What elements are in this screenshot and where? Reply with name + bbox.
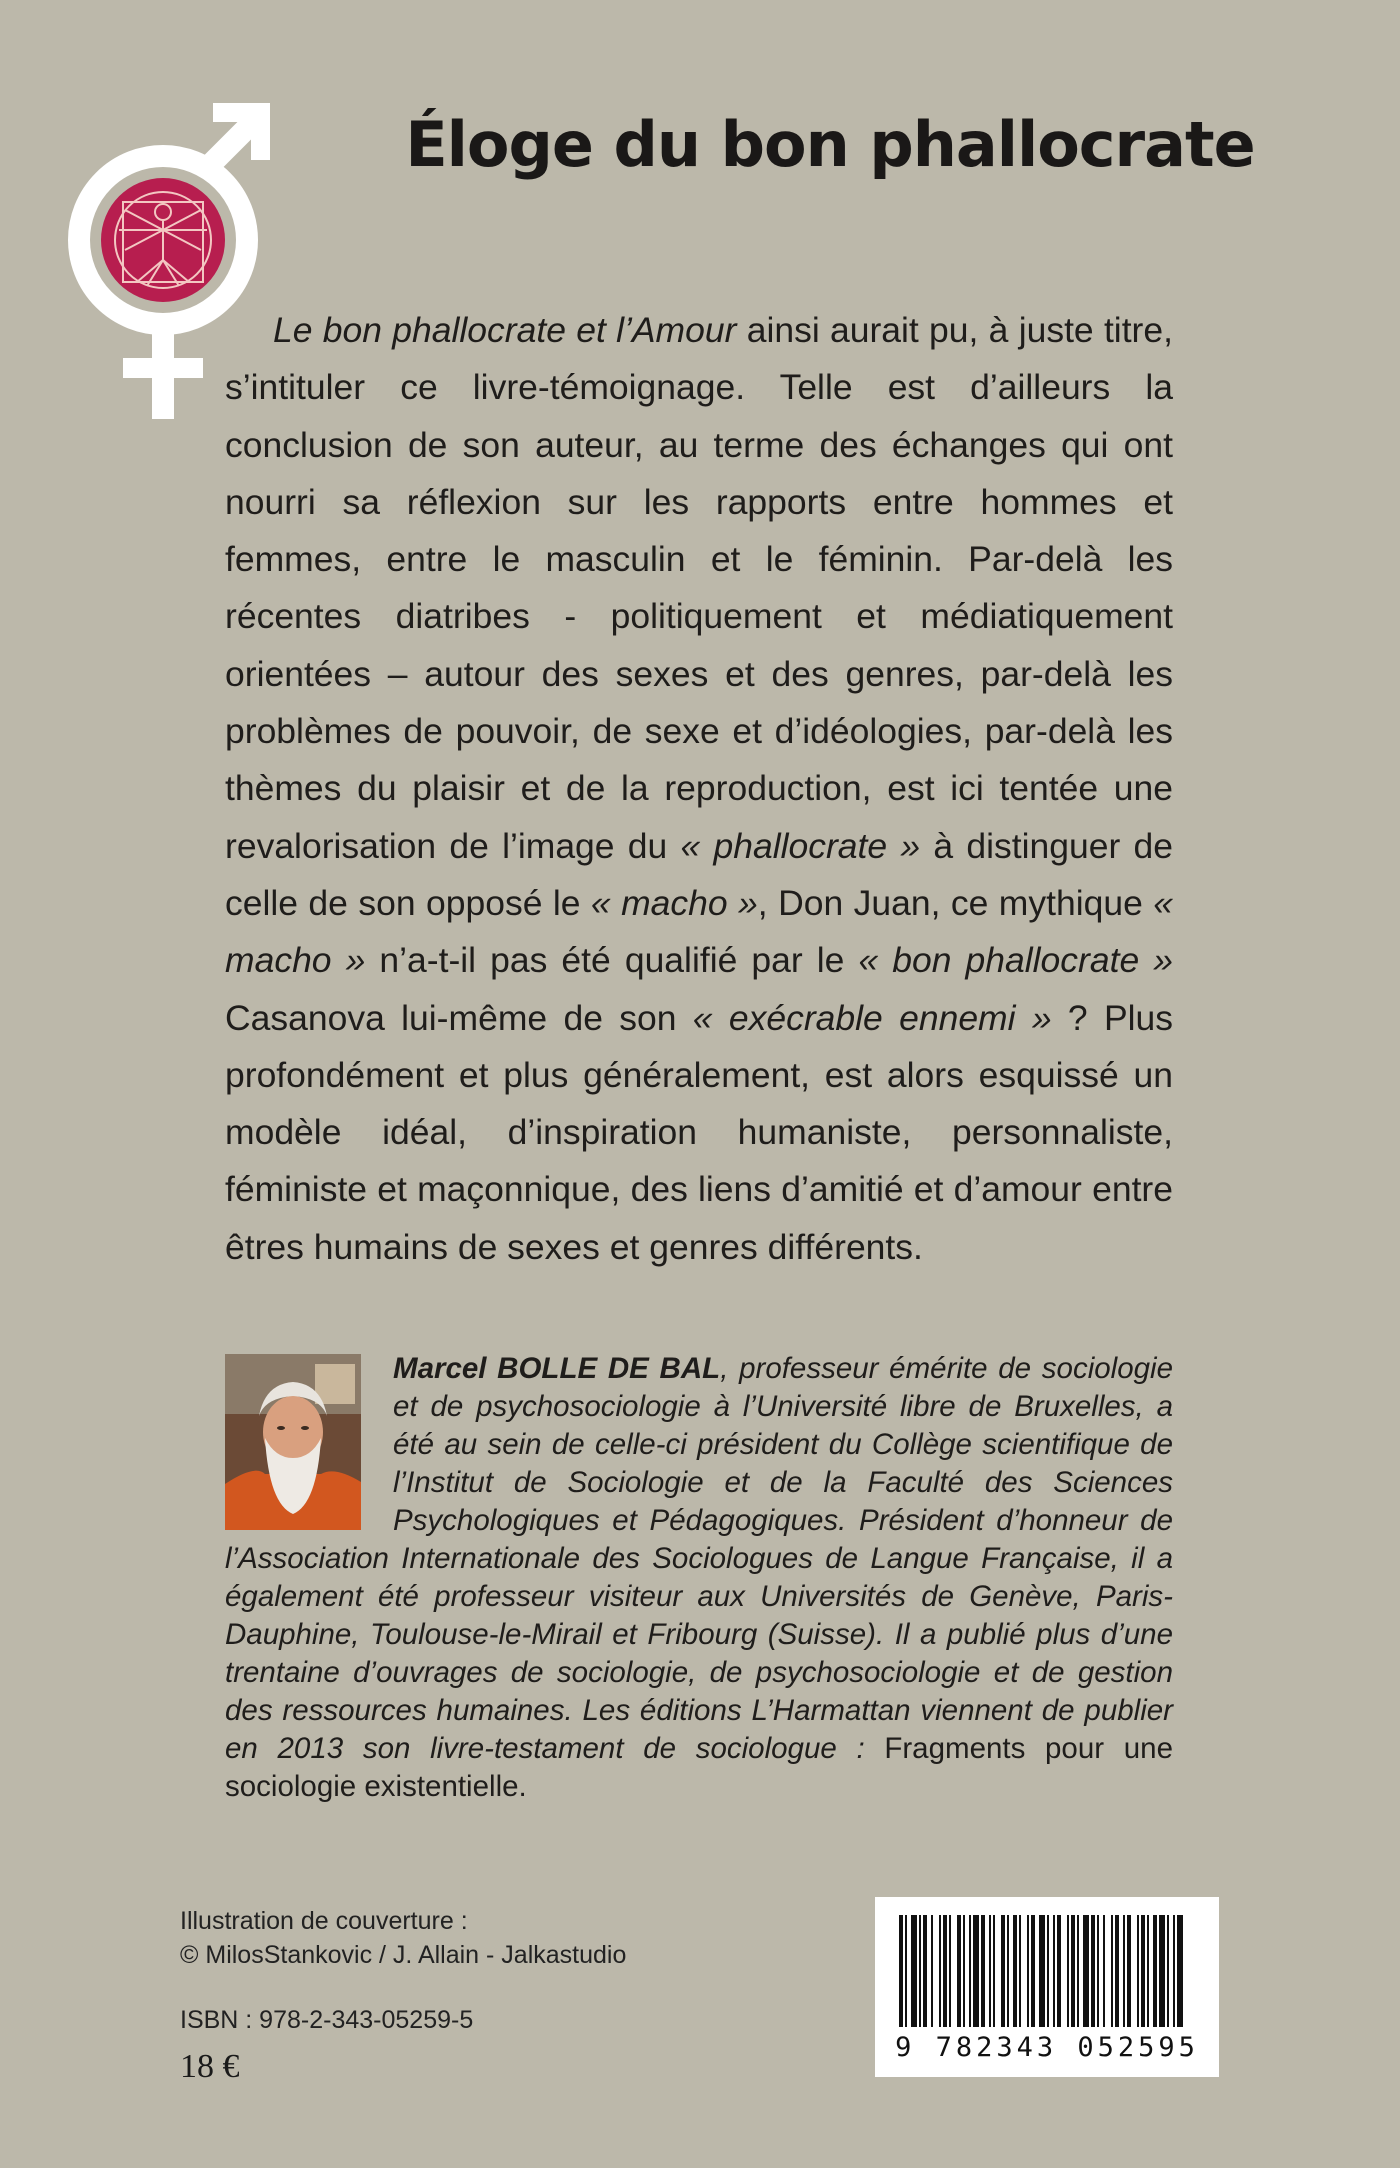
credits-line-2: © MilosStankovic / J. Allain - Jalkastudio — [180, 1941, 627, 1969]
barcode-bar — [969, 1915, 971, 2027]
barcode-bar — [1091, 1915, 1095, 2027]
barcode-bar — [911, 1915, 917, 2027]
barcode-bar — [993, 1915, 995, 2027]
back-cover-blurb — [225, 302, 1173, 1276]
author-photo — [225, 1354, 361, 1530]
barcode-bar — [1123, 1915, 1125, 2027]
barcode-bar — [1115, 1915, 1119, 2027]
cover-credits — [180, 1904, 626, 1972]
barcode-bar — [1137, 1915, 1139, 2027]
barcode-bar — [905, 1915, 907, 2027]
barcode-bar — [981, 1915, 985, 2027]
barcode-bar — [1111, 1915, 1113, 2027]
barcode-bar — [1007, 1915, 1009, 2027]
barcode-bar — [1097, 1915, 1099, 2027]
barcode-bar — [939, 1915, 941, 2027]
price: 18 € — [180, 2048, 240, 2085]
barcode-bar — [1141, 1915, 1145, 2027]
barcode-bar — [973, 1915, 979, 2027]
barcode-bar — [1167, 1915, 1169, 2027]
barcode-bar — [1159, 1915, 1165, 2027]
barcode-bar — [1057, 1915, 1061, 2027]
blurb-paragraph: Le bon phallocrate et l’Amour ainsi aurait pu, à juste titre, s’intituler ce livre-témoignage. Telle est d’ailleurs la conclusion de son auteur, au terme des échanges qui ont nourri sa réflexion sur les rapports entre hommes et femmes, entre le masculin et le féminin. Par-delà les récentes diatribes - politiquement et médiatiquement orientées – autour des sexes et des genres, par-delà les problèmes de pouvoir, de sexe et d’idéologies, par-delà les thèmes du plaisir et de la reproduction, est ici tentée une revalorisation de l’image du « phallocrate » à distinguer de celle de son opposé le « macho », Don Juan, ce mythique « macho » n’a-t-il pas été qualifié par le « bon phallocrate » Casanova lui-même de son « exécrable ennemi » ? Plus profondément et plus généralement, est alors esquissé un modèle idéal, d’inspiration humaniste, personnaliste, féministe et maçonnique, des liens d’amitié et d’amour entre êtres humains de sexes et genres différents. — [225, 310, 1174, 1267]
barcode-bar — [1173, 1915, 1175, 2027]
author-bio — [225, 1350, 1173, 1806]
credits-line-1: Illustration de couverture : — [180, 1907, 468, 1935]
barcode-bar — [1027, 1915, 1029, 2027]
barcode-bar — [1127, 1915, 1131, 2027]
barcode-bar — [1047, 1915, 1049, 2027]
book-title: Éloge du bon phallocrate — [405, 108, 1255, 181]
barcode-bar — [899, 1915, 903, 2027]
isbn: ISBN : 978-2-343-05259-5 — [180, 2006, 474, 2034]
blurb-italic-title: Le bon phallocrate et l’Amour — [273, 310, 737, 350]
barcode-bar — [1103, 1915, 1105, 2027]
barcode-bar — [943, 1915, 947, 2027]
barcode-bar — [1067, 1915, 1069, 2027]
barcode-bar — [1083, 1915, 1089, 2027]
barcode-bar — [1177, 1915, 1183, 2027]
author-bio-text: , professeur émérite de sociologie et de psychosociologie à l’Université libre de Bruxelles, a été au sein de celle-ci président du Collège scientifique de l’Institut de Sociologie et de la Faculté des Sciences Psychologiques et Pédagogiques. Président d’honneur de l’Association Internationale des Sociologues de Langue Française, il a également été professeur visiteur aux Universités de Genève, Paris-Dauphine, Toulouse-le-Mirail et Fribourg (Suisse). Il a publié plus d’une trentaine d’ouvrages de sociologie, de psychosociologie et de gestion des ressources humaines. Les éditions L’Harmattan viennent de publier en 2013 son livre-testament de sociologue : — [225, 1352, 1173, 1765]
barcode-bar — [919, 1915, 921, 2027]
barcode-bar — [957, 1915, 961, 2027]
barcode-bar — [1019, 1915, 1021, 2027]
barcode-bar — [931, 1915, 933, 2027]
barcode-bar — [1031, 1915, 1035, 2027]
barcode-bar — [1001, 1915, 1005, 2027]
author-name: Marcel BOLLE DE BAL — [393, 1352, 721, 1385]
barcode-bar — [949, 1915, 951, 2027]
barcode-bar — [963, 1915, 965, 2027]
barcode-bar — [923, 1915, 927, 2027]
barcode-bar — [1013, 1915, 1017, 2027]
barcode-bar — [1147, 1915, 1149, 2027]
author-book-title: Fragments pour une sociologie existentielle. — [225, 1732, 1173, 1803]
barcode-digits: 9 782343 052595 — [895, 2032, 1199, 2063]
barcode-bar — [1153, 1915, 1157, 2027]
barcode-bar — [1039, 1915, 1045, 2027]
barcode-bar — [1053, 1915, 1055, 2027]
barcode-bar — [989, 1915, 991, 2027]
barcode — [875, 1897, 1219, 2077]
barcode-bar — [1077, 1915, 1079, 2027]
barcode-bar — [1071, 1915, 1075, 2027]
